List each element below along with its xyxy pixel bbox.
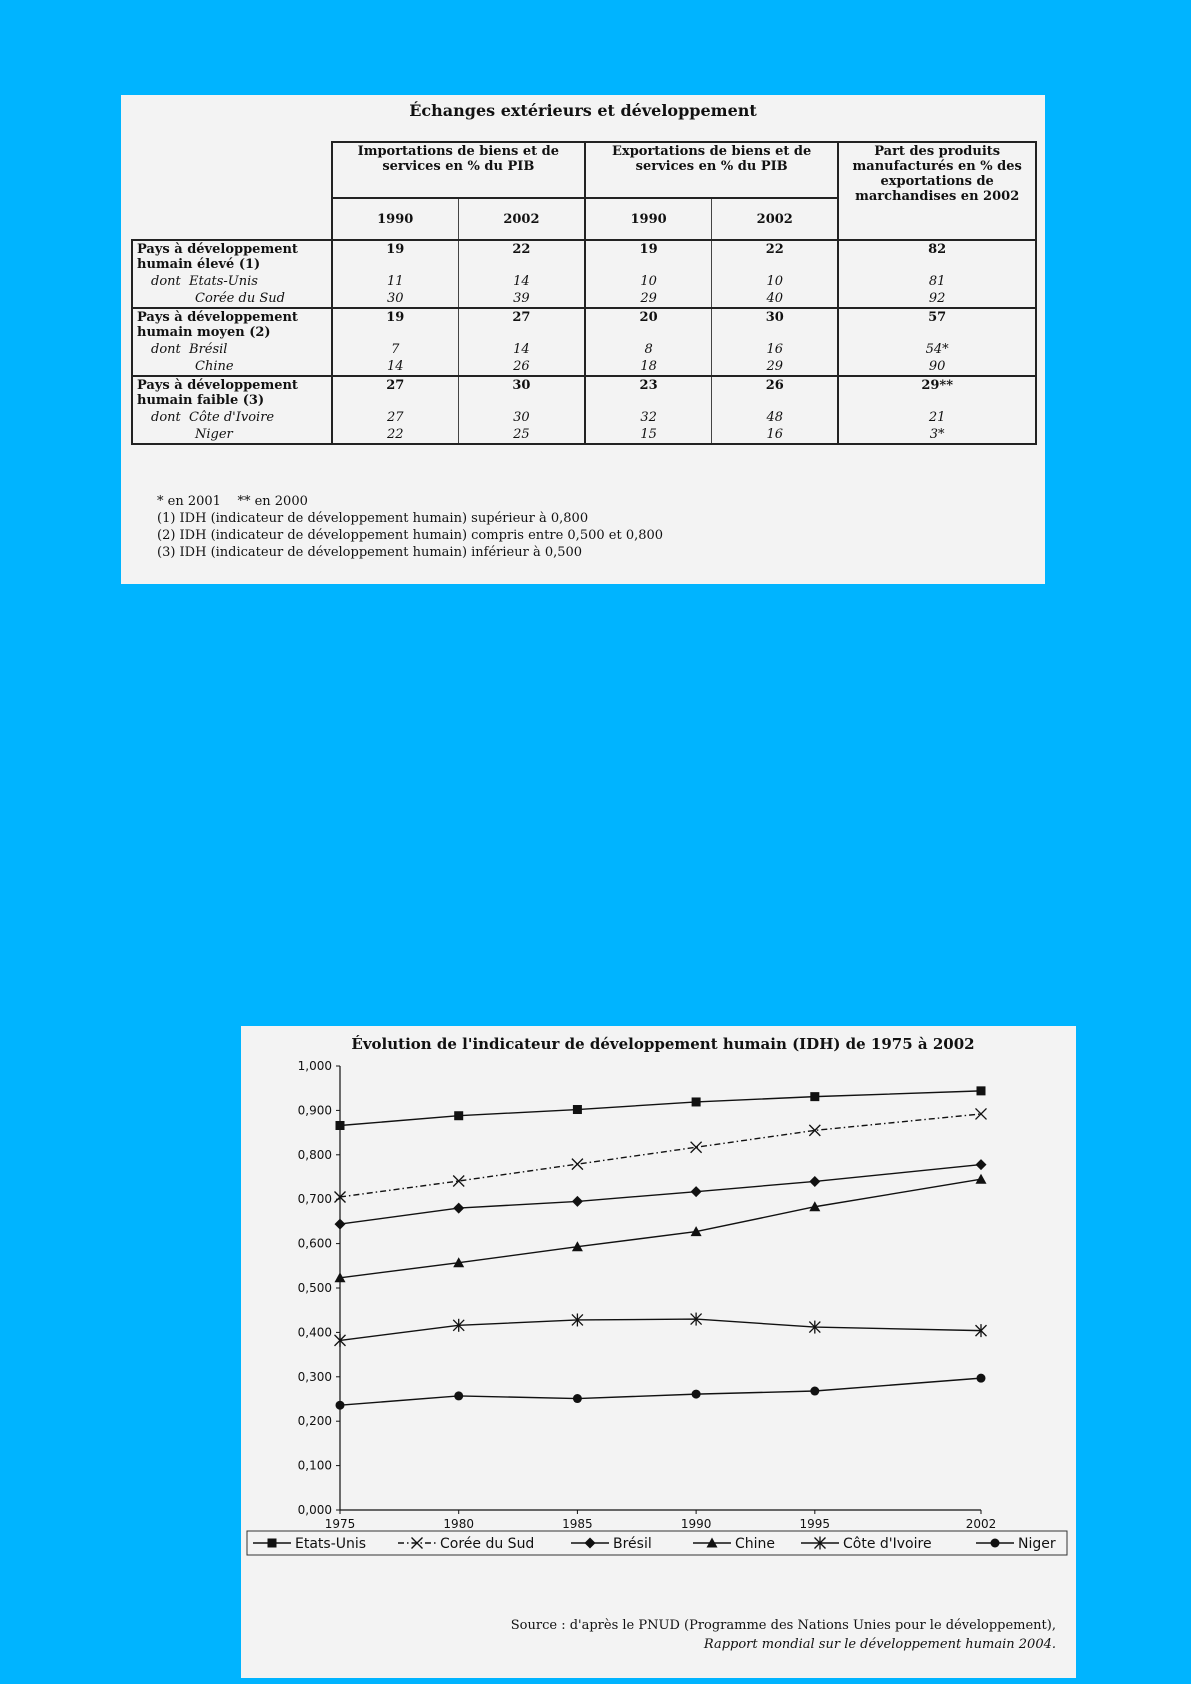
legend-label: Côte d'Ivoire <box>843 1536 932 1552</box>
cell: 14 <box>458 341 585 358</box>
idh-chart-card <box>241 1026 1076 1678</box>
data-point <box>573 1394 582 1403</box>
cell: 30 <box>712 308 839 341</box>
cell: 22 <box>712 240 839 273</box>
legend-marker <box>585 1538 596 1549</box>
table-row <box>132 358 1036 376</box>
cell: 19 <box>585 240 712 273</box>
data-point <box>810 1387 819 1396</box>
data-point <box>454 1391 463 1400</box>
data-point <box>977 1374 986 1383</box>
trade-table-card <box>121 95 1045 584</box>
series-line <box>340 1165 981 1224</box>
data-point <box>454 1111 463 1120</box>
cell: 14 <box>332 358 459 376</box>
data-point <box>810 1092 819 1101</box>
cell: 48 <box>712 409 839 426</box>
trade-table <box>131 141 1037 445</box>
legend-label: Chine <box>735 1536 776 1552</box>
header-export-2002: 2002 <box>712 198 839 240</box>
header-manufactured-share: Part des produits manufacturés en % des exportations de marchandises en 2002 <box>838 142 1036 240</box>
cell: 20 <box>585 308 712 341</box>
row-label: dont Etats-Unis <box>132 273 332 290</box>
cell: 3* <box>838 426 1036 444</box>
data-point <box>335 1219 346 1230</box>
table-row <box>132 290 1036 308</box>
data-point <box>572 1196 583 1207</box>
cell: 57 <box>838 308 1036 341</box>
cell: 81 <box>838 273 1036 290</box>
cell: 29 <box>712 358 839 376</box>
group-label: Pays à développement humain moyen (2) <box>132 308 332 341</box>
cell: 29** <box>838 376 1036 409</box>
chart-series <box>335 1086 987 1409</box>
y-tick-label: 0,000 <box>297 1503 332 1517</box>
cell: 30 <box>332 290 459 308</box>
legend-label: Etats-Unis <box>295 1536 367 1552</box>
y-tick-label: 0,500 <box>297 1281 332 1295</box>
table-row <box>132 308 1036 341</box>
y-tick-label: 0,400 <box>297 1325 332 1340</box>
cell: 30 <box>458 409 585 426</box>
row-label: Niger <box>132 426 332 444</box>
header-import-2002: 2002 <box>458 198 585 240</box>
legend-marker <box>268 1539 277 1548</box>
cell: 21 <box>838 409 1036 426</box>
data-point <box>336 1401 345 1410</box>
table-notes <box>157 493 663 561</box>
y-tick-label: 0,600 <box>297 1236 332 1251</box>
cell: 25 <box>458 426 585 444</box>
empty-corner <box>132 142 332 198</box>
cell: 16 <box>712 426 839 444</box>
chart-source <box>511 1616 1056 1654</box>
row-label: Corée du Sud <box>132 290 332 308</box>
legend-label: Corée du Sud <box>440 1536 535 1552</box>
chart-legend <box>247 1531 1067 1555</box>
legend-box <box>247 1531 1067 1555</box>
data-point <box>976 1174 987 1184</box>
y-tick-label: 0,900 <box>297 1103 332 1118</box>
x-tick-label: 1975 <box>324 1517 356 1531</box>
cell: 10 <box>585 273 712 290</box>
chart-axes <box>298 1059 997 1531</box>
header-export-1990: 1990 <box>585 198 712 240</box>
table-row <box>132 376 1036 409</box>
source-line: Source : d'après le PNUD (Programme des Nations Unies pour le développement), <box>510 1618 1056 1633</box>
table-row <box>132 240 1036 273</box>
header-exports: Exportations de biens et de services en % du PIB <box>585 142 838 198</box>
legend-marker <box>991 1539 1000 1548</box>
x-tick-label: 2002 <box>965 1517 997 1531</box>
cell: 26 <box>458 358 585 376</box>
y-tick-label: 0,300 <box>297 1369 332 1384</box>
note-line: (2) IDH (indicateur de développement humain) compris entre 0,500 et 0,800 <box>157 528 664 543</box>
series-line <box>340 1319 981 1340</box>
cell: 32 <box>585 409 712 426</box>
note-line: (3) IDH (indicateur de développement humain) inférieur à 0,500 <box>157 545 583 560</box>
data-point <box>976 1159 987 1170</box>
group-label: Pays à développement humain faible (3) <box>132 376 332 409</box>
cell: 29 <box>585 290 712 308</box>
data-point <box>573 1105 582 1114</box>
series-line <box>340 1378 981 1405</box>
cell: 39 <box>458 290 585 308</box>
cell: 16 <box>712 341 839 358</box>
cell: 30 <box>458 376 585 409</box>
data-point <box>976 1108 987 1119</box>
header-imports: Importations de biens et de services en % du PIB <box>332 142 585 198</box>
series-line <box>340 1114 981 1197</box>
idh-line-chart <box>241 1026 1076 1616</box>
row-label: dont Brésil <box>132 341 332 358</box>
x-tick-label: 1995 <box>799 1517 831 1531</box>
cell: 82 <box>838 240 1036 273</box>
x-tick-label: 1985 <box>562 1517 593 1531</box>
note-line: * en 2001 ** en 2000 <box>157 494 308 509</box>
row-label: dont Côte d'Ivoire <box>132 409 332 426</box>
cell: 19 <box>332 240 459 273</box>
cell: 8 <box>585 341 712 358</box>
table-row <box>132 273 1036 290</box>
series-line <box>340 1091 981 1126</box>
y-tick-label: 0,800 <box>297 1147 332 1162</box>
data-point <box>977 1086 986 1095</box>
table-title: Échanges extérieurs et développement <box>409 101 757 120</box>
data-point <box>692 1097 701 1106</box>
cell: 22 <box>332 426 459 444</box>
cell: 26 <box>712 376 839 409</box>
data-point <box>692 1390 701 1399</box>
cell: 90 <box>838 358 1036 376</box>
y-tick-label: 1,000 <box>297 1059 332 1073</box>
group-label: Pays à développement humain élevé (1) <box>132 240 332 273</box>
cell: 10 <box>712 273 839 290</box>
table-row <box>132 426 1036 444</box>
y-tick-label: 0,100 <box>297 1458 332 1473</box>
chart-title: Évolution de l'indicateur de développement humain (IDH) de 1975 à 2002 <box>351 1035 975 1053</box>
note-line: (1) IDH (indicateur de développement humain) supérieur à 0,800 <box>157 511 589 526</box>
table-row <box>132 409 1036 426</box>
data-point <box>336 1121 345 1130</box>
data-point <box>691 1186 702 1197</box>
cell: 40 <box>712 290 839 308</box>
cell: 27 <box>332 409 459 426</box>
row-label: Chine <box>132 358 332 376</box>
source-reference: Rapport mondial sur le développement humain 2004. <box>703 1637 1056 1652</box>
legend-label: Brésil <box>613 1536 652 1552</box>
cell: 54* <box>838 341 1036 358</box>
legend-label: Niger <box>1018 1536 1056 1552</box>
cell: 27 <box>332 376 459 409</box>
cell: 92 <box>838 290 1036 308</box>
cell: 15 <box>585 426 712 444</box>
y-tick-label: 0,200 <box>297 1414 332 1429</box>
cell: 19 <box>332 308 459 341</box>
cell: 27 <box>458 308 585 341</box>
table-row <box>132 341 1036 358</box>
cell: 23 <box>585 376 712 409</box>
cell: 7 <box>332 341 459 358</box>
cell: 18 <box>585 358 712 376</box>
cell: 22 <box>458 240 585 273</box>
header-import-1990: 1990 <box>332 198 459 240</box>
cell: 11 <box>332 273 459 290</box>
data-point <box>809 1176 820 1187</box>
cell: 14 <box>458 273 585 290</box>
x-tick-label: 1990 <box>680 1517 712 1531</box>
data-point <box>453 1203 464 1214</box>
x-tick-label: 1980 <box>443 1517 474 1531</box>
y-tick-label: 0,700 <box>297 1192 332 1207</box>
